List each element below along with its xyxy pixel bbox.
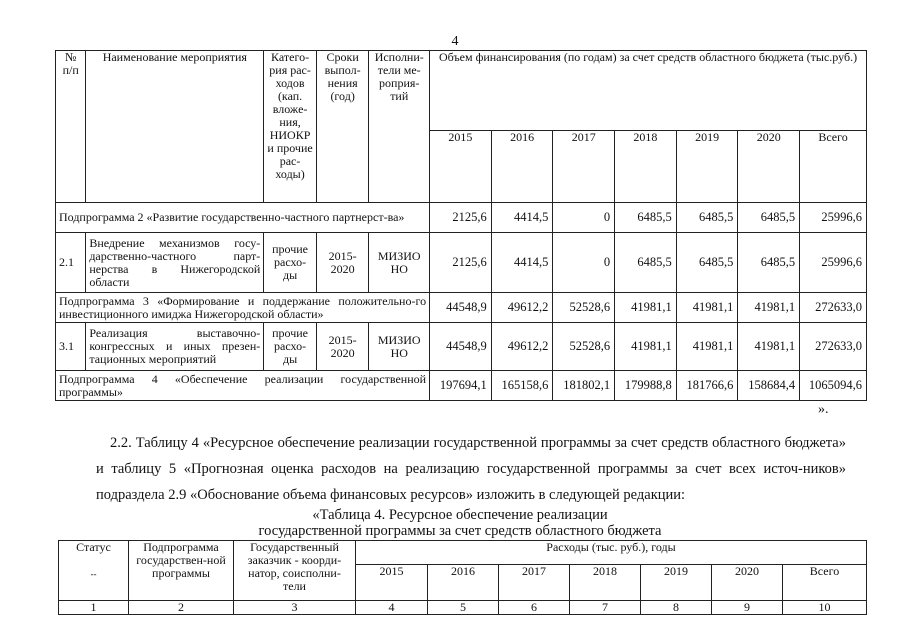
header-year: 2018	[615, 131, 677, 203]
header-name: Наименование мероприятия	[86, 51, 264, 203]
value-cell: 6485,5	[738, 233, 800, 293]
value-cell: 52528,6	[553, 293, 615, 323]
value-cell: 41981,1	[676, 293, 738, 323]
row-number: 2.1	[56, 233, 86, 293]
subprogram-label: Подпрограмма 3 «Формирование и поддержание положительно-го инвестиционного имиджа Нижегородской области»	[56, 293, 430, 323]
column-number: 8	[641, 601, 712, 615]
header-period: Сроки выпол-нения (год)	[316, 51, 369, 203]
column-number: 5	[428, 601, 499, 615]
column-number: 6	[499, 601, 570, 615]
value-cell: 6485,5	[738, 203, 800, 233]
caption-line: государственной программы за счет средств областного бюджета	[258, 523, 662, 539]
value-cell: 272633,0	[800, 323, 867, 371]
value-cell: 25996,6	[800, 203, 867, 233]
value-cell: 181766,6	[676, 371, 738, 401]
page-number: 4	[451, 34, 459, 49]
value-cell: 181802,1	[553, 371, 615, 401]
value-cell: 6485,5	[676, 203, 738, 233]
column-number: 4	[356, 601, 428, 615]
table-row	[56, 371, 867, 401]
period-cell: 2015-2020	[316, 323, 369, 371]
category-cell: прочие расхо-ды	[264, 323, 317, 371]
column-number: 1	[59, 601, 129, 615]
value-cell: 0	[553, 203, 615, 233]
value-cell: 25996,6	[800, 233, 867, 293]
header-year: 2020	[738, 131, 800, 203]
column-number: 10	[783, 601, 867, 615]
value-cell: 44548,9	[430, 293, 492, 323]
value-cell: 2125,6	[430, 203, 492, 233]
header-year: 2016	[491, 131, 553, 203]
table-caption	[220, 507, 700, 539]
body-paragraph	[96, 430, 846, 508]
value-cell: 2125,6	[430, 233, 492, 293]
value-cell: 41981,1	[615, 293, 677, 323]
value-cell: 4414,5	[491, 233, 553, 293]
period-cell: 2015-2020	[316, 233, 369, 293]
status-mark: --	[90, 569, 97, 579]
value-cell: 41981,1	[676, 323, 738, 371]
value-cell: 4414,5	[491, 203, 553, 233]
subprogram-label: Подпрограмма 4 «Обеспечение реализации государственной программы»	[56, 371, 430, 401]
value-cell: 6485,5	[615, 203, 677, 233]
value-cell: 179988,8	[615, 371, 677, 401]
column-number: 3	[234, 601, 356, 615]
header-year: 2017	[553, 131, 615, 203]
activity-name: Реализация выставочно-конгрессных и иных презен-тационных мероприятий	[86, 323, 264, 371]
category-cell: прочие расхо-ды	[264, 233, 317, 293]
resource-table	[58, 540, 867, 615]
value-cell: 6485,5	[615, 233, 677, 293]
executor-cell: МИЗИО НО	[369, 323, 430, 371]
header-year: 2017	[499, 565, 570, 601]
activity-name: Внедрение механизмов госу-дарственно-частного парт-нерства в Нижегородской области	[86, 233, 264, 293]
table-row	[56, 233, 867, 293]
column-number: 9	[712, 601, 783, 615]
value-cell: 272633,0	[800, 293, 867, 323]
header-year: 2019	[676, 131, 738, 203]
caption-line: «Таблица 4. Ресурсное обеспечение реализации	[312, 507, 608, 523]
header-year: 2015	[430, 131, 492, 203]
header-expenses: Расходы (тыс. руб.), годы	[356, 541, 867, 565]
value-cell: 41981,1	[738, 323, 800, 371]
value-cell: 0	[553, 233, 615, 293]
header-customer: Государственный заказчик - коорди-натор, соисполни-тели	[234, 541, 356, 601]
header-year: 2018	[570, 565, 641, 601]
header-subprogram: Подпрограмма государствен-ной программы	[129, 541, 234, 601]
subprogram-label: Подпрограмма 2 «Развитие государственно-частного партнерст-ва»	[56, 203, 430, 233]
header-total: Всего	[783, 565, 867, 601]
value-cell: 49612,2	[491, 323, 553, 371]
column-number: 7	[570, 601, 641, 615]
value-cell: 52528,6	[553, 323, 615, 371]
value-cell: 6485,5	[676, 233, 738, 293]
header-year: 2016	[428, 565, 499, 601]
executor-cell: МИЗИО НО	[369, 233, 430, 293]
funding-table	[55, 50, 867, 401]
header-year: 2020	[712, 565, 783, 601]
value-cell: 165158,6	[491, 371, 553, 401]
value-cell: 44548,9	[430, 323, 492, 371]
column-number-row	[59, 601, 867, 615]
value-cell: 41981,1	[615, 323, 677, 371]
header-status	[59, 541, 129, 601]
value-cell: 197694,1	[430, 371, 492, 401]
value-cell: 1065094,6	[800, 371, 867, 401]
row-number: 3.1	[56, 323, 86, 371]
header-num: № п/п	[56, 51, 86, 203]
table-row	[56, 293, 867, 323]
paragraph-text: 2.2. Таблицу 4 «Ресурсное обеспечение реализации государственной программы за счет средств областного бюджета» и таблицу 5 «Прогнозная оценка расходов на реализацию государственной программы за счет всех источ-ников» подраздела 2.9 «Обоснование объема финансовых ресурсов» изложить в следующей редакции:	[96, 435, 846, 503]
header-year: 2015	[356, 565, 428, 601]
header-year: 2019	[641, 565, 712, 601]
header-funding: Объем финансирования (по годам) за счет средств областного бюджета (тыс.руб.)	[430, 51, 867, 131]
table-row	[56, 323, 867, 371]
closing-quote: ».	[818, 402, 829, 417]
header-status-label: Статус	[76, 540, 111, 554]
column-number: 2	[129, 601, 234, 615]
header-executor: Исполни-тели ме-роприя-тий	[369, 51, 430, 203]
value-cell: 41981,1	[738, 293, 800, 323]
header-total: Всего	[800, 131, 867, 203]
header-category: Катего-рия рас-ходов (кап. вложе-ния, НИОКР и прочие рас-ходы)	[264, 51, 317, 203]
value-cell: 158684,4	[738, 371, 800, 401]
table-row	[56, 203, 867, 233]
value-cell: 49612,2	[491, 293, 553, 323]
